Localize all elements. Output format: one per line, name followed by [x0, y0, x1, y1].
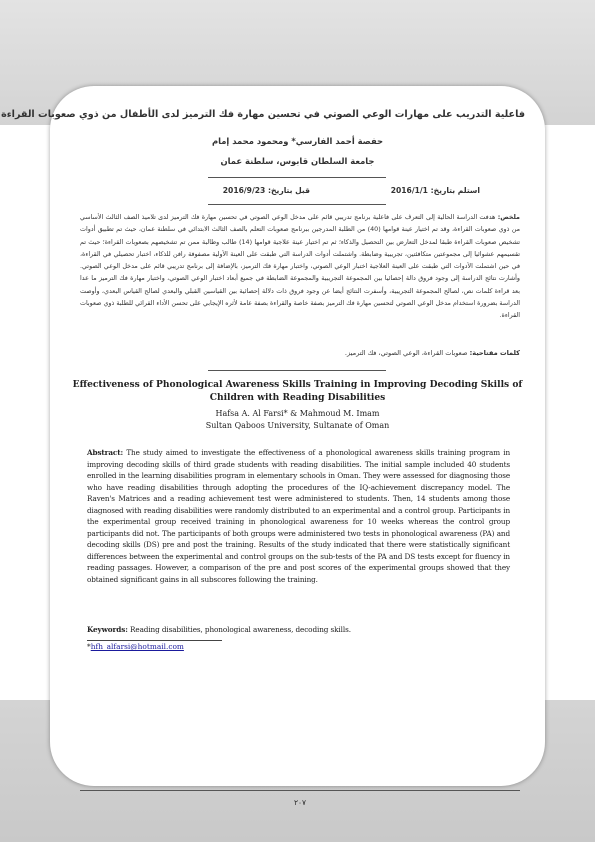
english-keywords-text: Reading disabilities, phonological awareness, decoding skills. [130, 625, 351, 634]
footer-divider [80, 790, 520, 791]
arabic-keywords [80, 349, 520, 357]
divider [208, 177, 386, 178]
arabic-keywords-text: صعوبات القراءة، الوعي الصوتي، فك الترميز. [344, 349, 468, 357]
english-affiliation: Sultan Qaboos University, Sultanate of Oman [205, 421, 390, 430]
accepted-date: قبل بتاريخ: 2016/9/23 [222, 186, 310, 195]
divider [208, 204, 386, 205]
footnote-star: * [87, 642, 91, 651]
footnote [87, 642, 184, 651]
arabic-abstract-label: ملخص: [497, 214, 520, 221]
arabic-keywords-label: كلمات مفتاحية: [469, 349, 520, 357]
english-abstract-label: Abstract: [87, 448, 124, 457]
arabic-title: فاعلية التدريب على مهارات الوعي الصوتي في تحسين مهارة فك الترميز لدى الأطفال من ذوي صعوبات القراءة [1, 109, 525, 120]
divider [208, 370, 386, 371]
footnote-divider [87, 640, 222, 641]
received-date: استلم بتاريخ: 2016/1/1 [390, 186, 480, 195]
arabic-authors: حفصة أحمد الفارسي* ومحمود محمد إمام [211, 136, 384, 146]
english-keywords [87, 625, 510, 634]
email-link[interactable]: hfh_alfarsi@hotmail.com [90, 642, 184, 651]
page-number: ٢٠٧ [293, 798, 307, 807]
english-authors: Hafsa A. Al Farsi* & Mahmoud M. Imam [215, 409, 380, 418]
arabic-abstract-text: هدفت الدراسة الحالية إلى التعرف على فاعلية برنامج تدريبي قائم على مدخل الوعي الصوتي في تحسين مهارة فك الترميز لدى تلاميذ الصف الثالث الأساسي من ذوي صعوبات القراءة، وقد تم اختيار عينة قوامها (40) من الطلبة المدرجين ببرنامج صعوبات التعلم بالصف الثالث الابتدائي في سلطنة عمان، حيث تم تطبيق أدوات تشخيص صعوبات القراءة طبقا لمدخل التعارض بين التحصيل والذكاء؛ ثم تم اختيار عينة علاجية قوامها (14) طالب وطالبة ممن تم تشخيصهم بصعوبات القراءة؛ حيث تم تقسيمهم عشوائيا إلى مجموعتين متكافئتين، تجريبية وضابطة. واشتملت أدوات الدراسة التي طبقت على العينة الأولية مصفوفة رافن للذكاء، اختبار تحصيلي في القراءة، في حين اشتملت الأدوات التي طبقت على العينة العلاجية اختبار الوعي الصوتي، واختبار مهارة فك الترميز، بالإضافة إلى برنامج تدريبي قائم على مدخل الوعي الصوتي. وأشارت نتائج الدراسة إلى وجود فروق دالة إحصائيا بين المجموعة التجريبية والمجموعة الضابطة في جميع أبعاد اختبار الوعي الصوتي، واختبار مهارة فك الترميز ما عدا بعد قراءة كلمات نص، لصالح المجموعة التجريبية، وأسفرت النتائج أيضا عن وجود فروق ذات دلالة إحصائية بين القياسين القبلي والبعدي لصالح القياس البعدي، وأوصت الدراسة بضرورة استخدام مدخل الوعي الصوتي لتحسين مهارة فك الترميز بصفة خاصة والقراءة بصفة عامة لأثره الإيجابي على تحسن الأداء القرائي للطلبة ذوي صعوبات القراءة. [80, 214, 520, 320]
english-keywords-label: Keywords: [87, 625, 128, 634]
english-abstract-text: The study aimed to investigate the effectiveness of a phonological awareness skills training program in improving decoding skills of third grade students with reading disabilities. The initial sample included 40 students enrolled in the learning disabilities program in elementary schools in Oman. They were assessed for diagnosing those who have reading disabilities through adopting the procedures of the IQ-achievement discrepancy model. The Raven's Matrices and a reading achievement test were administered to students. Then, 14 students among those diagnosed with reading disabilities were randomly distributed to an experimental and a control group. Participants in the experimental group received training in phonological awareness for 10 weeks whereas the control group participants did not. The participants of both groups were administered two tests in phonological awareness (PA) and decoding skills (DS) pre and post the training. Results of the study indicated that there were statistically significant differences between the experimental and control groups on the sub-tests of the PA and DS tests except for fluency in reading passages. However, a comparison of the pre and post scores of the experimental groups showed that they obtained significant gains in all subscores following the training. [87, 448, 510, 585]
arabic-abstract [80, 212, 520, 323]
arabic-affiliation: جامعة السلطان قابوس، سلطنة عمان [220, 156, 375, 166]
english-abstract [87, 447, 510, 586]
english-title: Effectiveness of Phonological Awareness Skills Training in Improving Decoding Skills of Children with Reading Disabilities [72, 379, 523, 404]
